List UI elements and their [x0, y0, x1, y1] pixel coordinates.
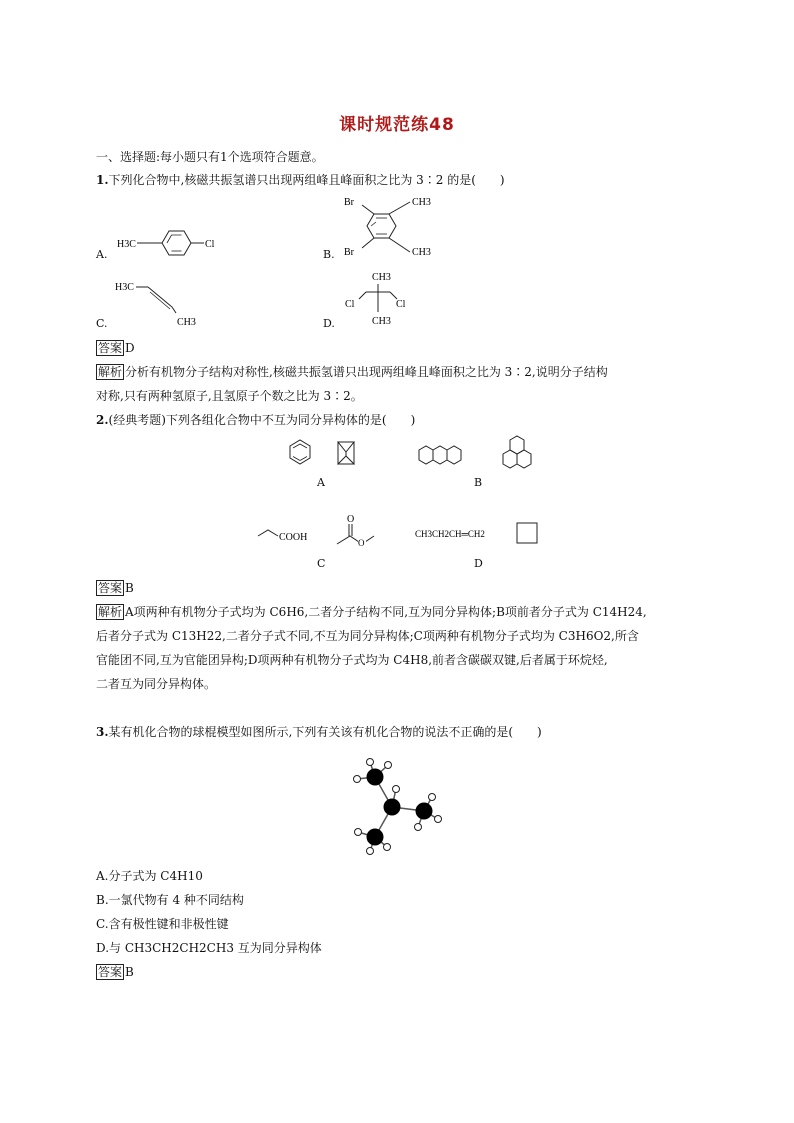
q2-answer-value: B	[125, 581, 134, 595]
q2-analysis-1	[96, 604, 647, 620]
q1-option-a-label: A.	[96, 248, 108, 261]
section-heading: 一、选择题:每小题只有1个选项符合题意。	[96, 150, 324, 164]
q1-analysis-1	[96, 364, 608, 380]
q2c-cooh: COOH	[279, 532, 308, 543]
q1-option-c-structure	[110, 275, 220, 330]
q2-group-d-label: D	[474, 557, 483, 570]
q1c-h3c: H3C	[115, 282, 134, 293]
q2-group-b-label: B	[474, 476, 483, 489]
q3-answer-value: B	[125, 965, 134, 979]
q1-option-a-structure	[110, 222, 230, 262]
q1a-h3c: H3C	[117, 239, 136, 250]
q2-group-a-label: A	[317, 476, 325, 489]
q1b-ch3-bottom: CH3	[412, 247, 431, 258]
q1-answer	[96, 340, 135, 356]
q1c-ch3: CH3	[177, 317, 196, 328]
q3-number: 3.	[96, 725, 109, 739]
q1-option-b-label: B.	[323, 248, 335, 261]
q2-stem-text: (经典考题)下列各组化合物中不互为同分异构体的是( )	[108, 413, 416, 427]
q1d-cl-left: Cl	[345, 299, 355, 310]
q1-stem	[96, 172, 505, 188]
q2-analysis-text-1: A项两种有机物分子式均为 C6H6,二者分子结构不同,互为同分异构体;B项前者分子式为 C14H24,	[125, 605, 647, 619]
q2-answer	[96, 580, 134, 596]
q1-analysis-tag: 解析	[98, 365, 123, 379]
q1b-br-bottom: Br	[344, 247, 354, 258]
q1-answer-value: D	[125, 341, 135, 355]
q1-stem-text: 下列化合物中,核磁共振氢谱只出现两组峰且峰面积之比为 3∶2 的是( )	[108, 173, 505, 187]
q3-option-c: C.含有极性键和非极性键	[96, 917, 229, 931]
q2c-o-carbonyl: O	[347, 514, 355, 525]
q1b-ch3-top: CH3	[412, 197, 431, 208]
q2d-butene: CH3CH2CH═CH2	[415, 529, 485, 539]
q2-group-b-structures	[415, 434, 545, 480]
q2-analysis-3: 官能团不同,互为官能团异构;D项两种有机物分子式均为 C4H8,前者含碳碳双键,后者属于环烷烃,	[96, 653, 608, 667]
q1d-cl-right: Cl	[396, 299, 406, 310]
q3-ball-stick-model	[340, 755, 450, 860]
q3-option-d: D.与 CH3CH2CH2CH3 互为同分异构体	[96, 941, 322, 955]
q3-answer	[96, 964, 134, 980]
q1b-br-top: Br	[344, 197, 354, 208]
q3-answer-tag: 答案	[98, 965, 123, 979]
q1-option-b-structure	[340, 192, 440, 262]
q1-analysis-text-1: 分析有机物分子结构对称性,核磁共振氢谱只出现两组峰且峰面积之比为 3∶2,说明分子结构	[125, 365, 608, 379]
q2-group-a-structures	[280, 438, 370, 480]
q2-answer-tag: 答案	[98, 581, 123, 595]
q2-group-c-structures	[252, 512, 397, 552]
q1-number: 1.	[96, 173, 109, 187]
q1d-ch3-bottom: CH3	[372, 316, 391, 327]
q3-option-a: A.分子式为 C4H10	[96, 869, 203, 883]
q2-analysis-4: 二者互为同分异构体。	[96, 677, 217, 691]
q2c-o-ester: O	[358, 538, 365, 548]
q2-group-c-label: C	[317, 557, 326, 570]
q2-stem	[96, 412, 415, 428]
q1-option-c-label: C.	[96, 317, 108, 330]
q2-group-d-structures	[415, 518, 545, 552]
q1d-ch3-top: CH3	[372, 272, 391, 283]
q3-stem	[96, 724, 542, 740]
q3-stem-text: 某有机化合物的球棍模型如图所示,下列有关该有机化合物的说法不正确的是( )	[108, 725, 542, 739]
q1a-cl: Cl	[205, 239, 215, 250]
q1-option-d-structure	[340, 268, 420, 330]
q3-option-b: B.一氯代物有 4 种不同结构	[96, 893, 244, 907]
q2-number: 2.	[96, 413, 109, 427]
q1-option-d-label: D.	[323, 317, 335, 330]
q1-answer-tag: 答案	[98, 341, 123, 355]
q2-analysis-2: 后者分子式为 C13H22,二者分子式不同,不互为同分异构体;C项两种有机物分子式均为 C3H6O2,所含	[96, 629, 639, 643]
q2-analysis-tag: 解析	[98, 605, 123, 619]
page-title: 课时规范练48	[339, 115, 455, 135]
q1-analysis-2: 对称,只有两种氢原子,且氢原子个数之比为 3∶2。	[96, 389, 363, 403]
